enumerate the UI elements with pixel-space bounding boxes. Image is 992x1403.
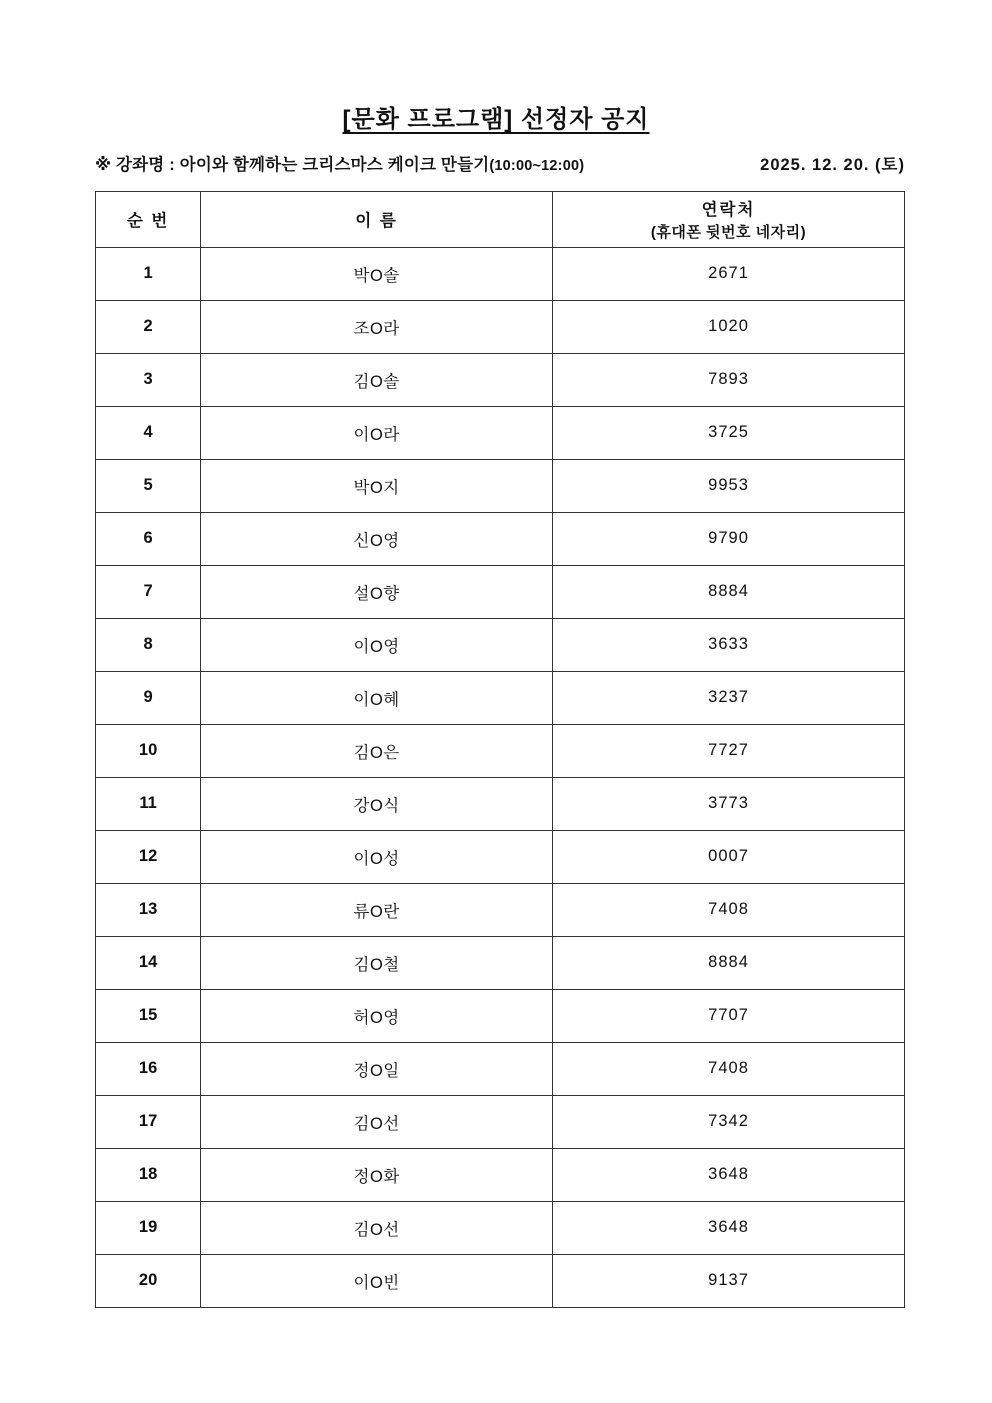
row-number: 18 [96,1148,201,1201]
course-time-label: (10:00~12:00) [489,157,585,174]
table-row [96,247,905,300]
event-date: 2025. 12. 20. (토) [760,155,905,174]
row-number: 15 [96,989,201,1042]
row-phone: 3773 [553,777,905,830]
row-phone: 8884 [553,565,905,618]
row-name: 김O선 [201,1201,553,1254]
course-name-line [95,151,584,175]
table-row [96,1201,905,1254]
row-phone: 9953 [553,459,905,512]
row-phone: 0007 [553,830,905,883]
row-phone: 7342 [553,1095,905,1148]
table-row [96,512,905,565]
table-row [96,936,905,989]
row-name: 신O영 [201,512,553,565]
row-name: 김O철 [201,936,553,989]
table-row [96,1254,905,1307]
header-name: 이 름 [201,191,553,247]
row-name: 강O식 [201,777,553,830]
row-phone: 3633 [553,618,905,671]
header-contact-title: 연락처 [701,201,756,220]
row-name: 조O라 [201,300,553,353]
table-row [96,724,905,777]
row-name: 류O란 [201,883,553,936]
row-name: 박O솔 [201,247,553,300]
table-body [96,247,905,1307]
row-number: 13 [96,883,201,936]
table-row [96,300,905,353]
table-row [96,618,905,671]
row-number: 12 [96,830,201,883]
table-header [96,191,905,247]
row-phone: 7707 [553,989,905,1042]
row-phone: 3648 [553,1148,905,1201]
selected-participants-table [95,191,905,1308]
row-number: 3 [96,353,201,406]
course-meta-row [95,151,905,175]
table-row [96,777,905,830]
row-number: 9 [96,671,201,724]
row-number: 5 [96,459,201,512]
row-name: 김O선 [201,1095,553,1148]
row-name: 김O솔 [201,353,553,406]
table-row [96,459,905,512]
table-row [96,1148,905,1201]
header-number: 순 번 [96,191,201,247]
row-name: 허O영 [201,989,553,1042]
header-contact-subtitle: (휴대폰 뒷번호 네자리) [650,224,807,242]
row-phone: 7408 [553,1042,905,1095]
table-row [96,671,905,724]
row-number: 1 [96,247,201,300]
row-phone: 7727 [553,724,905,777]
table-row [96,1042,905,1095]
row-number: 16 [96,1042,201,1095]
row-number: 14 [96,936,201,989]
row-number: 6 [96,512,201,565]
row-number: 20 [96,1254,201,1307]
table-row [96,1095,905,1148]
row-phone: 7408 [553,883,905,936]
row-phone: 9790 [553,512,905,565]
row-name: 이O빈 [201,1254,553,1307]
row-phone: 7893 [553,353,905,406]
table-header-row [96,191,905,247]
row-phone: 9137 [553,1254,905,1307]
table-row [96,830,905,883]
row-phone: 3725 [553,406,905,459]
row-name: 이O혜 [201,671,553,724]
table-row [96,565,905,618]
row-name: 이O라 [201,406,553,459]
row-phone: 8884 [553,936,905,989]
row-number: 11 [96,777,201,830]
course-name-label: ※ 강좌명 : 아이와 함께하는 크리스마스 케이크 만들기 [95,155,490,174]
row-phone: 3237 [553,671,905,724]
row-number: 17 [96,1095,201,1148]
table-row [96,883,905,936]
row-phone: 1020 [553,300,905,353]
row-number: 4 [96,406,201,459]
row-phone: 2671 [553,247,905,300]
row-number: 19 [96,1201,201,1254]
table-row [96,406,905,459]
table-row [96,353,905,406]
row-number: 10 [96,724,201,777]
page-title [0,106,992,135]
row-phone: 3648 [553,1201,905,1254]
row-name: 정O일 [201,1042,553,1095]
page-title-text: [문화 프로그램] 선정자 공지 [342,106,650,133]
row-name: 정O화 [201,1148,553,1201]
header-contact [553,191,905,247]
row-name: 이O성 [201,830,553,883]
row-name: 설O향 [201,565,553,618]
table-row [96,989,905,1042]
row-name: 박O지 [201,459,553,512]
row-name: 김O은 [201,724,553,777]
row-name: 이O영 [201,618,553,671]
row-number: 7 [96,565,201,618]
row-number: 8 [96,618,201,671]
row-number: 2 [96,300,201,353]
